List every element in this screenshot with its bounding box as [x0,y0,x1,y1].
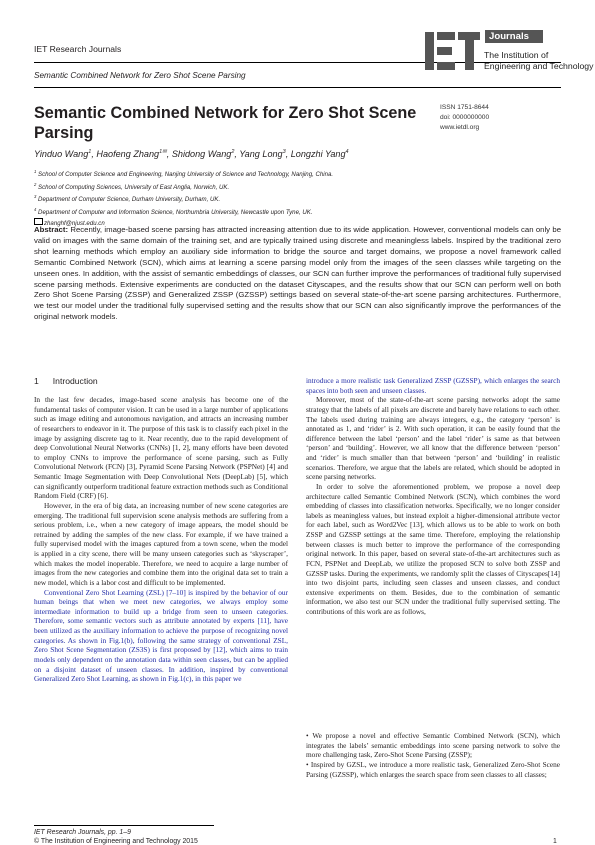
author-name: Yinduo Wang [34,149,89,160]
author-list: Yinduo Wang$^1$, Haofeng Zhang$^{1✉}$, Shidong Wang$^2$, Yang Long$^3$, Longzhi Yang$^4$ [34,149,349,160]
iet-logo [425,30,594,80]
footer-rule [34,825,214,826]
list-item: • We propose a novel and effective Semantic Combined Network (SCN), which integrates the labels’ semantic embeddings into scene parsing network to solve the more challenging task, Zero-Shot Scene Parsing (ZSSP); [306,731,560,760]
email[interactable]: zhanghf@njust.edu.cn [44,219,105,227]
url[interactable]: www.ietdl.org [440,124,480,132]
paragraph-link[interactable]: Conventional Zero Shot Learning (ZSL) [7–10] is inspired by the behavior of our human beings that when we meet new categories, we always employ some intermediate information to build up a bridge from seen to unseen categories. Therefore, some semantic vectors such as attribute annotated by experts [11], have been utilized as the auxiliary information to achieve the purpose of recognizing novel categories. As shown in Fig.1(b), following the same strategy of conventional ZSL, Zero Shot Scene Segmentation (ZS3S) is first proposed by [12], which aims to train models only dependent on the annotation data within seen classes, but can be applied on a disjoint dataset of unseen classes. In addition, inspired by conventional Generalized Zero Shot Learning, as shown in Fig.1(c), in this paper we [34,587,288,684]
affiliation: $^2$ School of Computing Sciences, University of East Anglia, Norwich, UK. [34,181,230,191]
list-item: • Inspired by GZSL, we introduce a more realistic task, Generalized Zero-Shot Scene Parsing (GZSSP), which enlarges the search space from seen classes to all classes; [306,759,560,779]
page-number: 1 [553,838,557,845]
paragraph-link[interactable]: introduce a more realistic task Generalized ZSSP (GZSSP), which enlarges the search spaces into both seen and unseen classes. [306,376,560,395]
affiliation: $^4$ Department of Computer and Information Science, Northumbria University, Newcastle upon Tyne, UK. [34,206,313,216]
paragraph: In order to solve the aforementioned problem, we propose a novel deep architecture called Semantic Combined Network (SCN), which combines the word embedding of classes into classification networks. Specifically, we no longer consider labels as meaningless values, but instead exploit a higher-dimensional attribute vector for each label, such as Word2Vec [13], which allows us to be able to work on both ZSSP and GZSSP settings at the same time. Therefore, employing the relationship between classes is much better to improve the performance of the corresponding original network. In this paper, based on several state-of-the-art architectures such as FCN, PSPNet and DeepLab, we utilize the proposed SCN to solve both ZSSP and GZSSP tasks. During the experiments, we randomly split the classes of Cityscapes[14] into two disjoint parts, including seen classes and unseen classes, and conduct extensive experiments on them. Besides, due to the combination of semantic information, we also test our SCN under the traditional fully supervised setting. The contributions of this work are as follows, [306,481,560,616]
footer-journal-pages: IET Research Journals, pp. 1–9 [34,829,131,836]
author-sup: 3 [282,149,286,155]
author-name: Shidong Wang [171,149,232,160]
affiliation: $^1$ School of Computer Science and Engineering, Nanjing University of Science and Technology, Nanjing, China. [34,169,334,179]
paper-title: Semantic Combined Network for Zero Shot Scene Parsing [34,104,417,142]
section-heading [34,376,112,386]
author-sup: 1 [88,149,92,155]
affiliation: $^3$ Department of Computer Science, Durham University, Durham, UK. [34,194,221,204]
doi: doi: 0000000000 [440,114,490,122]
author-name: Longzhi Yang [290,149,346,160]
header-rule-2 [34,87,561,88]
logo-line-2: Engineering and Technology [484,61,594,71]
footer-copyright: © The Institution of Engineering and Technology 2015 [34,838,198,845]
abstract-text: Recently, image-based scene parsing has attracted increasing attention due to its wide application. However, conventional models can only be valid on images with the same domain of the training set, and are typically trained using discrete and meaningless labels. Inspired by the traditional zero shot learning methods which employ an auxiliary side information to bridge the source and target domains, we propose a novel framework called Semantic Combined Network (SCN), which aims at learning a scene parsing model only from the images of the seen classes while targeting on the unseen ones. In addition, with the assist of semantic embeddings of classes, our SCN can further improve the performances of traditional fully supervised scene parsing methods. Extensive experiments are conducted on the dataset Cityscapes, and the results show that our SCN can perform well on both Zero Shot Scene Parsing (ZSSP) and Generalized ZSSP (GZSSP) settings based on several state-of-the-art scene parsing architectures. Furthermore, we test our model under the traditional fully supervised setting and the results show that our SCN can also significantly improve the performances of the original network models. [34,225,561,322]
author-sup: 4 [345,149,349,155]
left-column [34,395,288,684]
logo-journals: Journals [485,30,543,43]
abstract-label: Abstract: [34,225,69,234]
abstract [34,225,561,323]
issn: ISSN 1751-8644 [440,104,489,111]
affiliations [34,167,333,228]
iet-logo-mark-icon [425,30,481,72]
author-sup: 2 [231,149,235,155]
contribution-list [306,731,560,779]
author-name: Yang Long [239,149,283,160]
running-title: Semantic Combined Network for Zero Shot Scene Parsing [34,71,246,80]
paragraph: However, in the era of big data, an increasing number of new scene categories are emerging. The traditional full supervision scene analysis methods are suffering from a serious problem, i.e., when a new category of image appears, the model should be retrained by adding the samples of the new class. For example, if we have trained a fully supervised model with the images captured from a town scene, when the model is applied in a city scene, there will be many unseen categories such as ‘skyscraper’, which makes the model inoperable. Therefore, we need to acquire a large number of images from the new categories and combine them into the original data set to train a new model, which is a labor cost and difficult to be implemented. [34,500,288,587]
logo-line-1: The Institution of [484,50,549,60]
right-column [306,376,560,617]
envelope-icon [34,218,43,225]
paragraph: Moreover, most of the state-of-the-art scene parsing networks adopt the same strategy that the labels of all pixels are discrete and barely have relations to each other. The labels used during training are always integers, e.g., the category ‘person’ is annotated as 1, and ‘rider’ is 2. With such operation, it can be easily found that the difference between the label ‘person’ and the label ‘rider’ is same as that between ‘person’ and ‘building’. However, we all know that the difference between ‘person’ and ‘rider’ is much smaller than that between ‘person’ and ‘building’ in realistic scenarios. Therefore, we argue that the labels are related, which should be adopted in scene parsing networks. [306,395,560,482]
journal-label: IET Research Journals [34,44,122,54]
author-sup: 1✉ [159,149,167,155]
author-name: Haofeng Zhang [96,149,160,160]
paper-meta [440,103,489,134]
paragraph: In the last few decades, image-based scene analysis has become one of the fundamental tasks of computer vision. It can be used in a large number of applications such as image editing and autonomous navigation, and attracts an increasing number of researchers to endeavor in it. The purpose of this task is to classify each pixel in the image by assigning discrete tag to it. Near recently, due to the rapid development of deep Convolutional Neural Networks (CNNs) [1, 2], many efforts have been devoted to employ CNNs to improve the performance of scene parsing, such as Fully Convolutional Network (FCN) [3], Pyramid Scene Parsing Network (PSPNet) [4] and Semantic Image Segmentation with Deep Convolutional Nets (DeepLab) [5], which can significantly outperform traditional feature extraction methods such as Conditional Random Field (CRF) [6]. [34,395,288,501]
section-title: Introduction [52,376,98,386]
section-number: 1 [34,376,39,386]
